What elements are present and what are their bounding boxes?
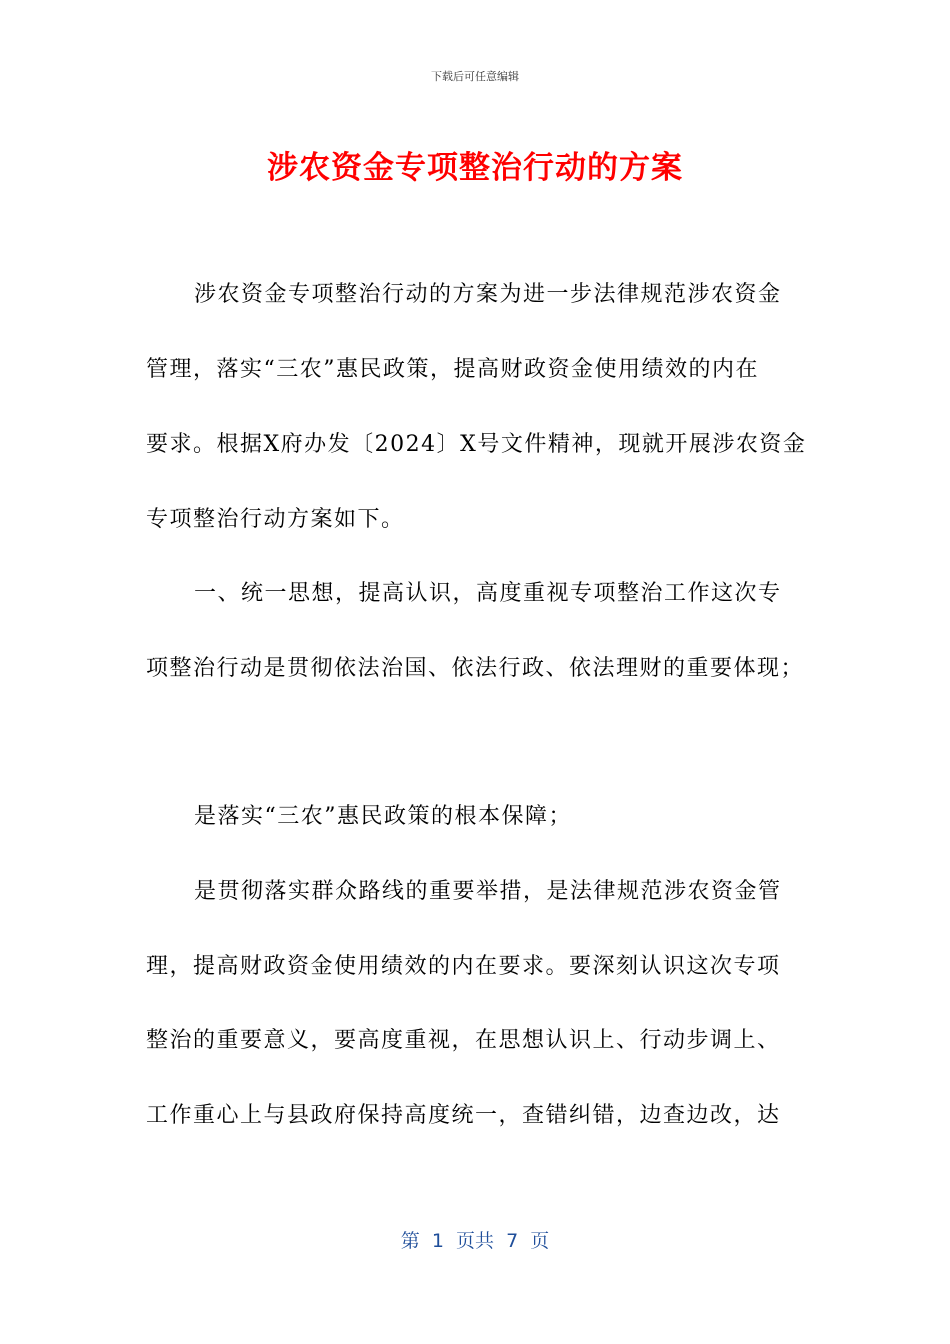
body-line-8: 是贯彻落实群众路线的重要举措，是法律规范涉农资金管 xyxy=(194,879,782,904)
body-line-4: 专项整治行动方案如下。 xyxy=(146,507,405,532)
header-note: 下载后可任意编辑 xyxy=(431,70,519,83)
body-line-7: 是落实“三农”惠民政策的根本保障； xyxy=(194,804,572,829)
body-line-5: 一、统一思想，提高认识，高度重视专项整治工作这次专 xyxy=(194,581,782,606)
document-title: 涉农资金专项整治行动的方案 xyxy=(267,150,683,186)
body-line-9: 理，提高财政资金使用绩效的内在要求。要深刻认识这次专项 xyxy=(146,954,781,979)
body-line-6: 项整治行动是贯彻依法治国、依法行政、依法理财的重要体现； xyxy=(146,656,805,681)
body-line-1: 涉农资金专项整治行动的方案为进一步法律规范涉农资金 xyxy=(194,282,782,307)
body-line-10: 整治的重要意义，要高度重视，在思想认识上、行动步调上、 xyxy=(146,1028,781,1053)
body-line-2: 管理，落实“三农”惠民政策，提高财政资金使用绩效的内在 xyxy=(146,357,759,382)
body-line-11: 工作重心上与县政府保持高度统一，查错纠错，边查边改，达 xyxy=(146,1103,781,1128)
body-line-3: 要求。根据X府办发〔2024〕X号文件精神，现就开展涉农资金 xyxy=(146,432,807,457)
page-number-footer: 第 1 页共 7 页 xyxy=(400,1230,550,1252)
